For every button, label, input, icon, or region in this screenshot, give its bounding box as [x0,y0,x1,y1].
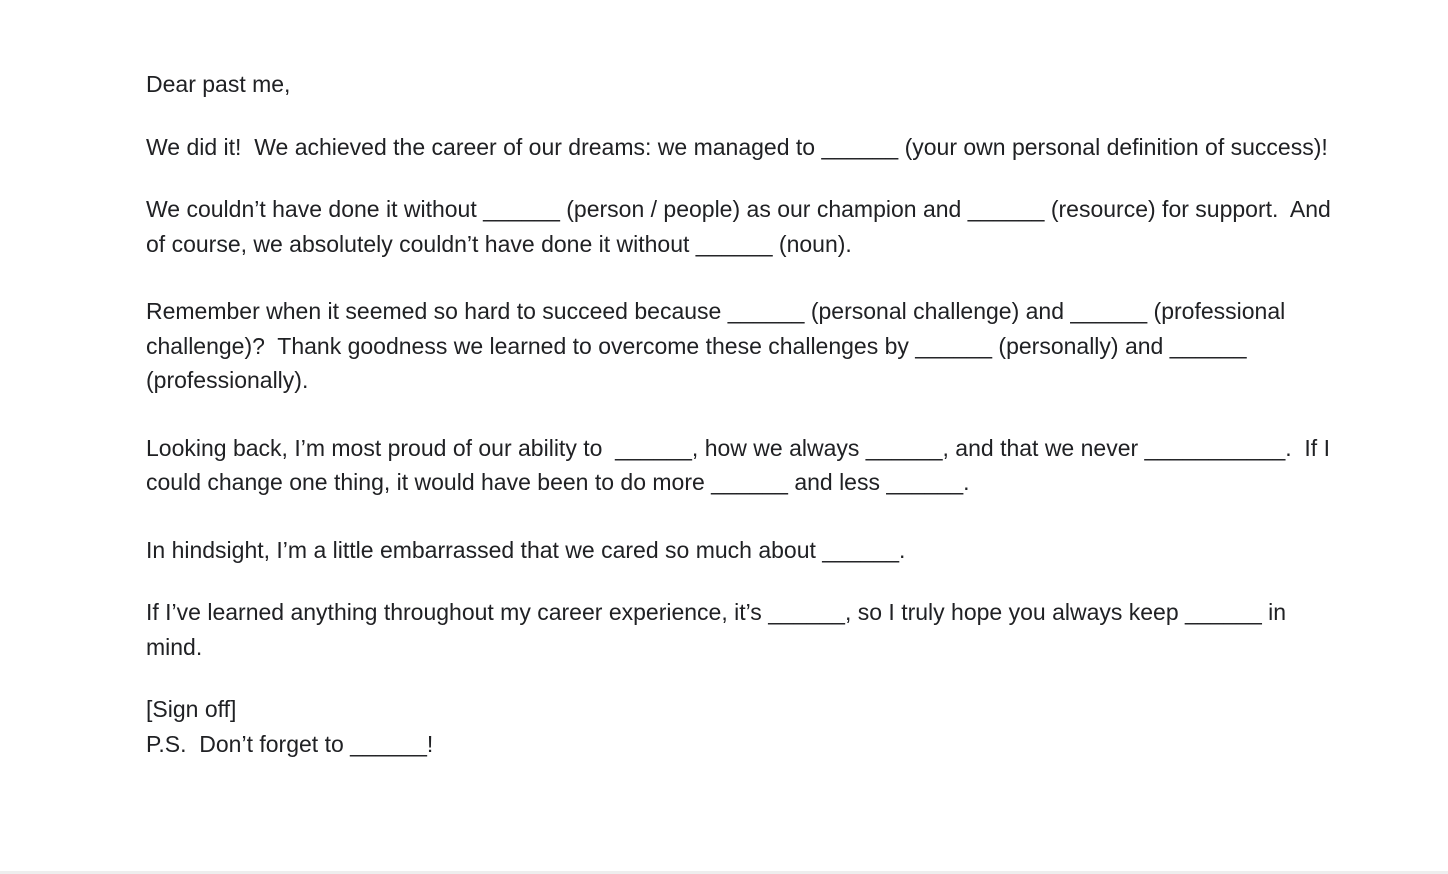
sign-off: [Sign off] [146,696,237,722]
greeting: Dear past me, [146,71,291,97]
paragraph-spacer [146,164,1346,192]
paragraph-spacer [146,102,1346,130]
paragraph-support: We couldn’t have done it without ______ (person / people) as our champion and ______ (resource) for support. And of course, we absolutely couldn’t have done it without ______ (noun). [146,196,1338,257]
paragraph-hindsight: In hindsight, I’m a little embarrassed that we cared so much about ______. [146,536,906,563]
paragraph-spacer [146,398,1346,431]
postscript: P.S. Don’t forget to ______! [146,730,434,757]
paragraph-challenges: Remember when it seemed so hard to succeed because ______ (personal challenge) and ______ (professional challenge)? Thank goodness we learned to overcome these challenges by ______ (personally) and ______ (professionally). [146,298,1292,393]
paragraph-spacer [146,261,1346,294]
paragraph-spacer [146,664,1346,692]
letter-body [146,67,1346,761]
paragraph-success: We did it! We achieved the career of our dreams: we managed to ______ (your own personal definition of success)! [146,133,1328,160]
paragraph-proud: Looking back, I’m most proud of our ability to ______, how we always ______, and that we never ___________. If I could change one thing, it would have been to do more ______ and less ______. [146,434,1337,495]
paragraph-spacer [146,500,1346,533]
paragraph-learned: If I’ve learned anything throughout my career experience, it’s ______, so I truly hope you always keep ______ in mind. [146,599,1293,660]
paragraph-spacer [146,567,1346,595]
